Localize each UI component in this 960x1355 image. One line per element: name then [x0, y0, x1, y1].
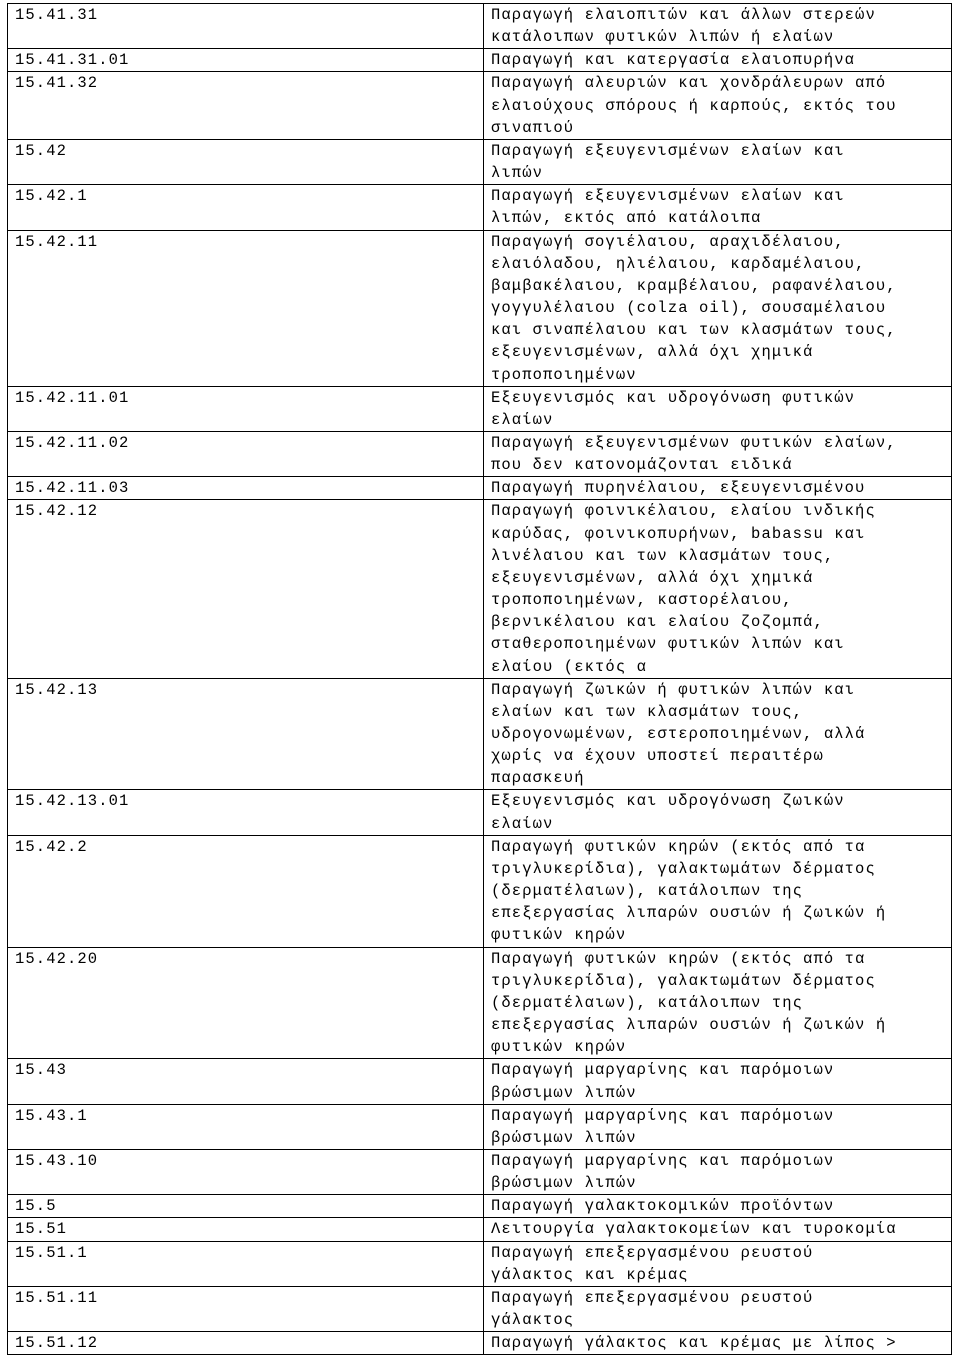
activity-code-cell: 15.5 — [8, 1195, 484, 1218]
activity-description-cell: Παραγωγή εξευγενισμένων ελαίων και λιπών — [484, 139, 952, 184]
activity-description-cell: Παραγωγή γαλακτοκομικών προϊόντων — [484, 1195, 952, 1218]
activity-description-cell: Παραγωγή πυρηνέλαιου, εξευγενισμένου — [484, 477, 952, 500]
table-body — [8, 4, 952, 1355]
table-row — [8, 1104, 952, 1149]
activity-code-cell: 15.51.1 — [8, 1241, 484, 1286]
activity-description-cell: Παραγωγή μαργαρίνης και παρόμοιων βρώσιμων λιπών — [484, 1059, 952, 1104]
table-row — [8, 1286, 952, 1331]
activity-code-cell: 15.43.1 — [8, 1104, 484, 1149]
table-row — [8, 386, 952, 431]
activity-description-cell: Εξευγενισμός και υδρογόνωση φυτικών ελαίων — [484, 386, 952, 431]
activity-description-cell: Παραγωγή επεξεργασμένου ρευστού γάλακτος — [484, 1286, 952, 1331]
activity-code-cell: 15.42.11.02 — [8, 431, 484, 476]
activity-code-cell: 15.42.20 — [8, 947, 484, 1059]
activity-code-cell: 15.51.12 — [8, 1332, 484, 1355]
table-row — [8, 1195, 952, 1218]
table-row — [8, 1241, 952, 1286]
activity-description-cell: Παραγωγή ζωικών ή φυτικών λιπών και ελαίων και των κλασμάτων τους, υδρογονωμένων, εστεροποιημένων, αλλά χωρίς να έχουν υποστεί περαιτέρω παρασκευή — [484, 678, 952, 790]
table-row — [8, 1332, 952, 1355]
activity-code-cell: 15.42.1 — [8, 185, 484, 230]
activity-description-cell: Παραγωγή φυτικών κηρών (εκτός από τα τριγλυκερίδια), γαλακτωμάτων δέρματος (δερματέλαιων), κατάλοιπων της επεξεργασίας λιπαρών ουσιών ή ζωικών ή φυτικών κηρών — [484, 835, 952, 947]
activity-code-cell: 15.42 — [8, 139, 484, 184]
activity-code-cell: 15.43 — [8, 1059, 484, 1104]
activity-code-cell: 15.41.31.01 — [8, 49, 484, 72]
activity-description-cell: Παραγωγή μαργαρίνης και παρόμοιων βρώσιμων λιπών — [484, 1149, 952, 1194]
table-row — [8, 678, 952, 790]
activity-description-cell: Παραγωγή και κατεργασία ελαιοπυρήνα — [484, 49, 952, 72]
table-row — [8, 500, 952, 678]
activity-description-cell: Παραγωγή γάλακτος και κρέμας με λίπος > — [484, 1332, 952, 1355]
table-row — [8, 1149, 952, 1194]
table-row — [8, 1059, 952, 1104]
activity-code-cell: 15.51 — [8, 1218, 484, 1241]
activity-code-cell: 15.42.12 — [8, 500, 484, 678]
table-row — [8, 431, 952, 476]
table-row — [8, 139, 952, 184]
table-row — [8, 835, 952, 947]
table-row — [8, 1218, 952, 1241]
activity-code-cell: 15.42.13.01 — [8, 790, 484, 835]
activity-code-cell: 15.42.11 — [8, 230, 484, 386]
activity-description-cell: Παραγωγή φοινικέλαιου, ελαίου ινδικής καρύδας, φοινικοπυρήνων, babassu και λινέλαιου και των κλασμάτων τους, εξευγενισμένων, αλλά όχι χημικά τροποποιημένων, καστορέλαιου, βερνικέλαιου και ελαίου ζοζομπά, σταθεροποιημένων φυτικών λιπών και ελαίου (εκτός α — [484, 500, 952, 678]
activity-description-cell: Παραγωγή εξευγενισμένων φυτικών ελαίων, που δεν κατονομάζονται ειδικά — [484, 431, 952, 476]
table-row — [8, 230, 952, 386]
table-row — [8, 790, 952, 835]
activity-description-cell: Παραγωγή σογιέλαιου, αραχιδέλαιου, ελαιόλαδου, ηλιέλαιου, καρδαμέλαιου, βαμβακέλαιου, κραμβέλαιου, ραφανέλαιου, γογγυλέλαιου (colza oil), σουσαμέλαιου και σιναπέλαιου και των κλασμάτων τους, εξευγενισμένων, αλλά όχι χημικά τροποποιημένων — [484, 230, 952, 386]
activity-description-cell: Παραγωγή μαργαρίνης και παρόμοιων βρώσιμων λιπών — [484, 1104, 952, 1149]
table-row — [8, 4, 952, 49]
activity-code-cell: 15.43.10 — [8, 1149, 484, 1194]
activity-description-cell: Λειτουργία γαλακτοκομείων και τυροκομία — [484, 1218, 952, 1241]
activity-description-cell: Εξευγενισμός και υδρογόνωση ζωικών ελαίων — [484, 790, 952, 835]
activity-description-cell: Παραγωγή αλευριών και χονδράλευρων από ελαιούχους σπόρους ή καρπούς, εκτός του σιναπιού — [484, 72, 952, 139]
activity-code-table — [7, 3, 952, 1355]
table-row — [8, 947, 952, 1059]
table-row — [8, 49, 952, 72]
table-row — [8, 72, 952, 139]
activity-code-cell: 15.42.13 — [8, 678, 484, 790]
activity-code-cell: 15.42.2 — [8, 835, 484, 947]
activity-code-cell: 15.42.11.03 — [8, 477, 484, 500]
activity-description-cell: Παραγωγή φυτικών κηρών (εκτός από τα τριγλυκερίδια), γαλακτωμάτων δέρματος (δερματέλαιων), κατάλοιπων της επεξεργασίας λιπαρών ουσιών ή ζωικών ή φυτικών κηρών — [484, 947, 952, 1059]
activity-code-cell: 15.41.31 — [8, 4, 484, 49]
activity-code-cell: 15.51.11 — [8, 1286, 484, 1331]
table-row — [8, 477, 952, 500]
activity-code-cell: 15.41.32 — [8, 72, 484, 139]
activity-description-cell: Παραγωγή εξευγενισμένων ελαίων και λιπών, εκτός από κατάλοιπα — [484, 185, 952, 230]
table-row — [8, 185, 952, 230]
activity-description-cell: Παραγωγή επεξεργασμένου ρευστού γάλακτος και κρέμας — [484, 1241, 952, 1286]
activity-code-cell: 15.42.11.01 — [8, 386, 484, 431]
activity-description-cell: Παραγωγή ελαιοπιτών και άλλων στερεών κατάλοιπων φυτικών λιπών ή ελαίων — [484, 4, 952, 49]
